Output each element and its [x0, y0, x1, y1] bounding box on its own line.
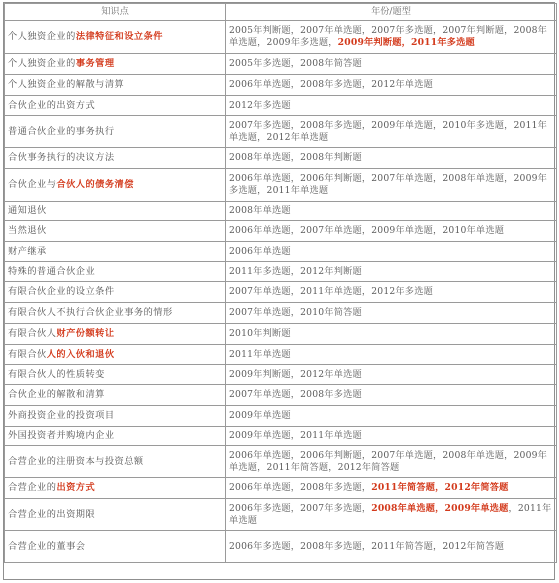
years-cell [226, 54, 557, 75]
table-row [5, 385, 557, 406]
cell-text: 2007年单选题，2010年简答题 [229, 307, 362, 318]
years-cell [226, 365, 557, 385]
cell-text: 合伙企业的出资方式 [8, 99, 96, 111]
highlighted-text: 2009年判断题，2011年多选题 [337, 37, 475, 48]
cell-text: 财产继承 [8, 245, 47, 257]
table-row [5, 54, 557, 75]
topic-cell [5, 96, 226, 116]
years-cell [226, 148, 557, 169]
topic-cell [5, 116, 226, 148]
table-row [5, 446, 557, 478]
cell-text: 2006年多选题，2008年多选题，2011年简答题，2012年简答题 [229, 540, 505, 552]
cell-text: 个人独资企业的解散与清算 [8, 79, 125, 90]
topic-cell [5, 54, 226, 75]
table-row [5, 148, 557, 169]
table-row [5, 345, 557, 365]
highlighted-text: 人的入伙和退伙 [46, 348, 115, 360]
table-row [5, 282, 557, 303]
cell-text: 外商投资企业的投资项目 [8, 410, 115, 421]
topic-cell [5, 499, 226, 531]
cell-text: 合营企业的出资期限 [8, 508, 96, 520]
cell-text: 2010年判断题 [229, 328, 291, 339]
highlighted-text: 2008年单选题，2009年单选题 [371, 502, 509, 514]
cell-text: 2011年多选题，2012年判断题 [229, 265, 362, 277]
years-cell [226, 169, 557, 202]
cell-text: 2006年多选题，2007年多选题， [229, 502, 372, 514]
years-cell [226, 75, 557, 96]
topic-cell [5, 478, 226, 499]
years-cell [226, 406, 557, 427]
table-row [5, 21, 557, 54]
table-row [5, 427, 557, 446]
cell-text: ，2011年单选题 [229, 502, 552, 526]
years-cell [226, 303, 557, 324]
topic-cell [5, 75, 226, 96]
topic-cell [5, 21, 226, 54]
years-cell [226, 478, 557, 499]
table-row [5, 75, 557, 96]
table-row [5, 324, 557, 345]
highlighted-text: 事务管理 [75, 58, 115, 69]
topic-cell [5, 446, 226, 478]
years-cell [226, 21, 557, 54]
cell-text: 合伙企业的解散和清算 [8, 389, 105, 400]
cell-text: 有限合伙企业的设立条件 [8, 286, 115, 297]
highlighted-text: 出资方式 [56, 482, 96, 493]
cell-text: 个人独资企业的 [8, 31, 76, 42]
table-row [5, 478, 557, 499]
years-cell [226, 221, 557, 242]
exam-topics-table-page [3, 2, 555, 580]
topic-cell [5, 427, 226, 446]
topic-cell [5, 282, 226, 303]
header-years: 年份/题型 [226, 4, 557, 21]
table-row [5, 169, 557, 202]
cell-text: 2007年多选题，2008年多选题，2009年单选题，2010年多选题，2011年单选题，2012年单选题 [229, 119, 548, 143]
topic-cell [5, 221, 226, 242]
table-row [5, 116, 557, 148]
topic-cell [5, 406, 226, 427]
topic-cell [5, 365, 226, 385]
years-cell [226, 242, 557, 262]
cell-text: 外国投资者并购境内企业 [8, 430, 115, 441]
cell-text: 2011年单选题 [229, 348, 291, 360]
cell-text: 2006年单选题，2008年多选题，2012年单选题 [229, 79, 433, 90]
topic-cell [5, 148, 226, 169]
cell-text: 个人独资企业的 [8, 58, 76, 69]
cell-text: 特殊的普通合伙企业 [8, 265, 96, 277]
years-cell [226, 262, 557, 282]
cell-text: 合伙事务执行的决议方法 [8, 152, 115, 163]
table-header-row [5, 4, 557, 21]
table-row [5, 202, 557, 221]
cell-text: 2006年单选题 [229, 245, 291, 257]
exam-topics-table [4, 3, 557, 563]
topic-cell [5, 303, 226, 324]
years-cell [226, 96, 557, 116]
cell-text: 2009年判断题，2012年单选题 [229, 368, 362, 380]
table-row [5, 242, 557, 262]
cell-text: 2006年单选题，2006年判断题，2007年单选题，2008年单选题，2009年多选题，2011年单选题 [229, 173, 548, 196]
cell-text: 2008年单选题，2008年判断题 [229, 152, 362, 163]
years-cell [226, 385, 557, 406]
cell-text: 当然退伙 [8, 225, 47, 236]
table-row [5, 262, 557, 282]
years-cell [226, 427, 557, 446]
topic-cell [5, 262, 226, 282]
years-cell [226, 116, 557, 148]
topic-cell [5, 169, 226, 202]
topic-cell [5, 324, 226, 345]
years-cell [226, 324, 557, 345]
highlighted-text: 合伙人的债务清偿 [56, 179, 134, 190]
cell-text: 2012年多选题 [229, 99, 291, 111]
years-cell [226, 345, 557, 365]
cell-text: 2006年单选题，2008年多选题， [229, 482, 372, 493]
highlighted-text: 2011年简答题，2012年简答题 [371, 482, 509, 493]
cell-text: 2005年判断题，2007年单选题，2007年多选题，2007年判断题，2008年单选题，2009年多选题， [229, 25, 548, 48]
table-row [5, 303, 557, 324]
topic-cell [5, 531, 226, 563]
table-row [5, 221, 557, 242]
table-body [5, 21, 557, 563]
cell-text: 2007年单选题，2008年多选题 [229, 389, 362, 400]
cell-text: 2007年单选题，2011年单选题，2012年多选题 [229, 286, 433, 297]
highlighted-text: 财产份额转让 [56, 328, 115, 339]
years-cell [226, 282, 557, 303]
header-topic: 知识点 [5, 4, 226, 21]
cell-text: 合伙企业与 [8, 179, 57, 190]
cell-text: 2008年单选题 [229, 205, 291, 216]
topic-cell [5, 242, 226, 262]
table-row [5, 531, 557, 563]
cell-text: 合营企业的注册资本与投资总额 [8, 455, 144, 467]
cell-text: 普通合伙企业的事务执行 [8, 125, 115, 137]
table-row [5, 96, 557, 116]
table-row [5, 365, 557, 385]
highlighted-text: 法律特征和设立条件 [75, 31, 163, 42]
years-cell [226, 499, 557, 531]
cell-text: 2006年单选题，2006年判断题，2007年单选题，2008年单选题，2009年单选题，2011年简答题，2012年简答题 [229, 449, 548, 473]
topic-cell [5, 202, 226, 221]
topic-cell [5, 345, 226, 365]
cell-text: 合营企业的董事会 [8, 540, 86, 552]
cell-text: 通知退伙 [8, 205, 47, 216]
cell-text: 有限合伙人 [8, 328, 57, 339]
topic-cell [5, 385, 226, 406]
cell-text: 有限合伙人不执行合伙企业事务的情形 [8, 307, 173, 318]
years-cell [226, 531, 557, 563]
cell-text: 合营企业的 [8, 482, 57, 493]
cell-text: 2006年单选题，2007年单选题，2009年单选题，2010年单选题 [229, 225, 505, 236]
years-cell [226, 202, 557, 221]
cell-text: 有限合伙 [8, 348, 47, 360]
cell-text: 有限合伙人的性质转变 [8, 368, 105, 380]
table-row [5, 406, 557, 427]
table-row [5, 499, 557, 531]
cell-text: 2009年单选题 [229, 410, 291, 421]
years-cell [226, 446, 557, 478]
cell-text: 2005年多选题，2008年简答题 [229, 58, 362, 69]
cell-text: 2009年单选题，2011年单选题 [229, 430, 362, 441]
